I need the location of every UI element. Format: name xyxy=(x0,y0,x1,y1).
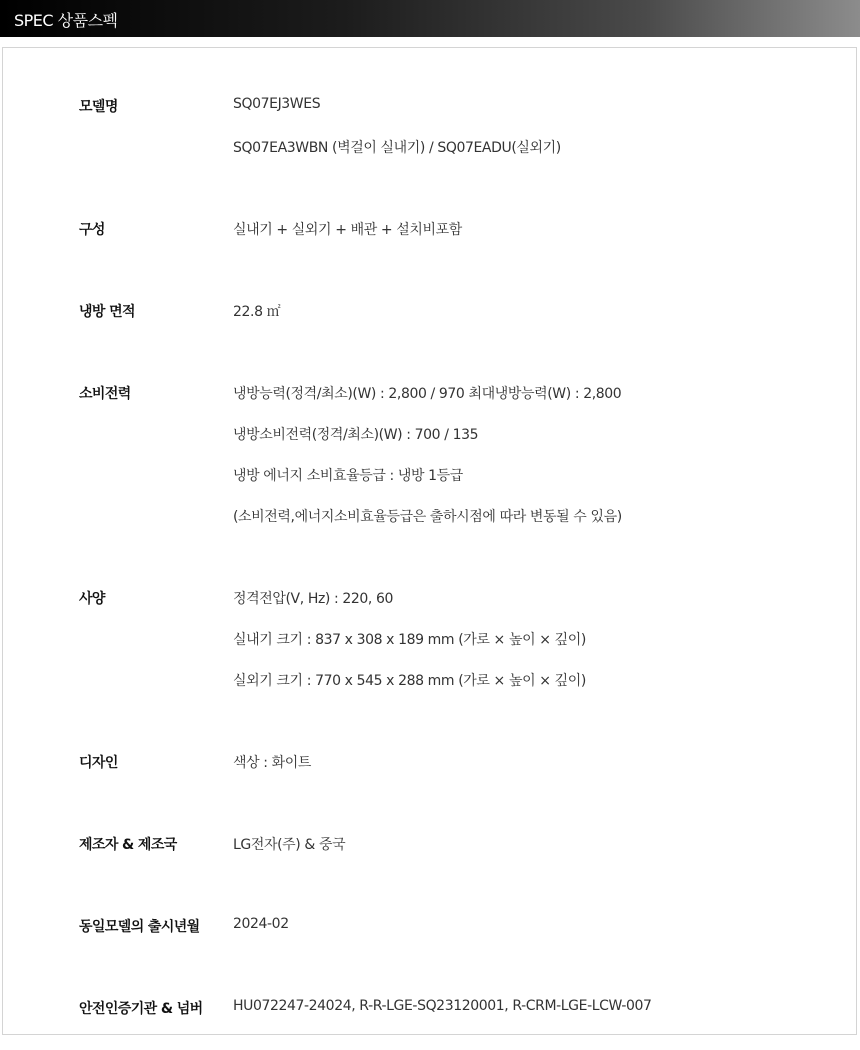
spec-value-model-2: SQ07EA3WBN (벽걸이 실내기) / SQ07EADU(실외기) xyxy=(233,140,561,156)
spec-value-spec-1: 정격전압(V, Hz) : 220, 60 xyxy=(233,591,394,607)
spec-label-spec: 사양 xyxy=(79,591,105,607)
spec-header-title: SPEC 상품스펙 xyxy=(14,11,118,30)
spec-label-area: 냉방 면적 xyxy=(79,304,135,320)
spec-value-power-4: (소비전력,에너지소비효율등급은 출하시점에 따라 변동될 수 있음) xyxy=(233,509,622,525)
spec-value-composition: 실내기 + 실외기 + 배관 + 설치비포함 xyxy=(233,222,462,238)
spec-label-power: 소비전력 xyxy=(79,386,131,402)
spec-label-release: 동일모델의 출시년월 xyxy=(79,919,200,935)
spec-value-cert: HU072247-24024, R-R-LGE-SQ23120001, R-CRM-LGE-LCW-007 xyxy=(233,998,652,1014)
spec-value-spec-2: 실내기 크기 : 837 x 308 x 189 mm (가로 × 높이 × 깊이) xyxy=(233,632,586,648)
spec-label-design: 디자인 xyxy=(79,755,118,771)
spec-label-maker: 제조자 & 제조국 xyxy=(79,837,177,853)
spec-value-design: 색상 : 화이트 xyxy=(233,755,312,771)
spec-value-area: 22.8 ㎡ xyxy=(233,304,281,320)
spec-header xyxy=(0,0,860,37)
spec-value-release: 2024-02 xyxy=(233,916,289,932)
spec-value-power-1: 냉방능력(정격/최소)(W) : 2,800 / 970 최대냉방능력(W) : 2,800 xyxy=(233,386,622,402)
spec-value-spec-3: 실외기 크기 : 770 x 545 x 288 mm (가로 × 높이 × 깊이) xyxy=(233,673,586,689)
spec-label-composition: 구성 xyxy=(79,222,105,238)
spec-value-maker: LG전자(주) & 중국 xyxy=(233,837,346,853)
spec-value-model-1: SQ07EJ3WES xyxy=(233,96,321,112)
spec-panel xyxy=(2,47,857,1035)
spec-value-power-2: 냉방소비전력(정격/최소)(W) : 700 / 135 xyxy=(233,427,479,443)
spec-value-power-3: 냉방 에너지 소비효율등급 : 냉방 1등급 xyxy=(233,468,463,484)
spec-label-cert: 안전인증기관 & 넘버 xyxy=(79,1001,203,1017)
spec-label-model: 모델명 xyxy=(79,99,118,115)
